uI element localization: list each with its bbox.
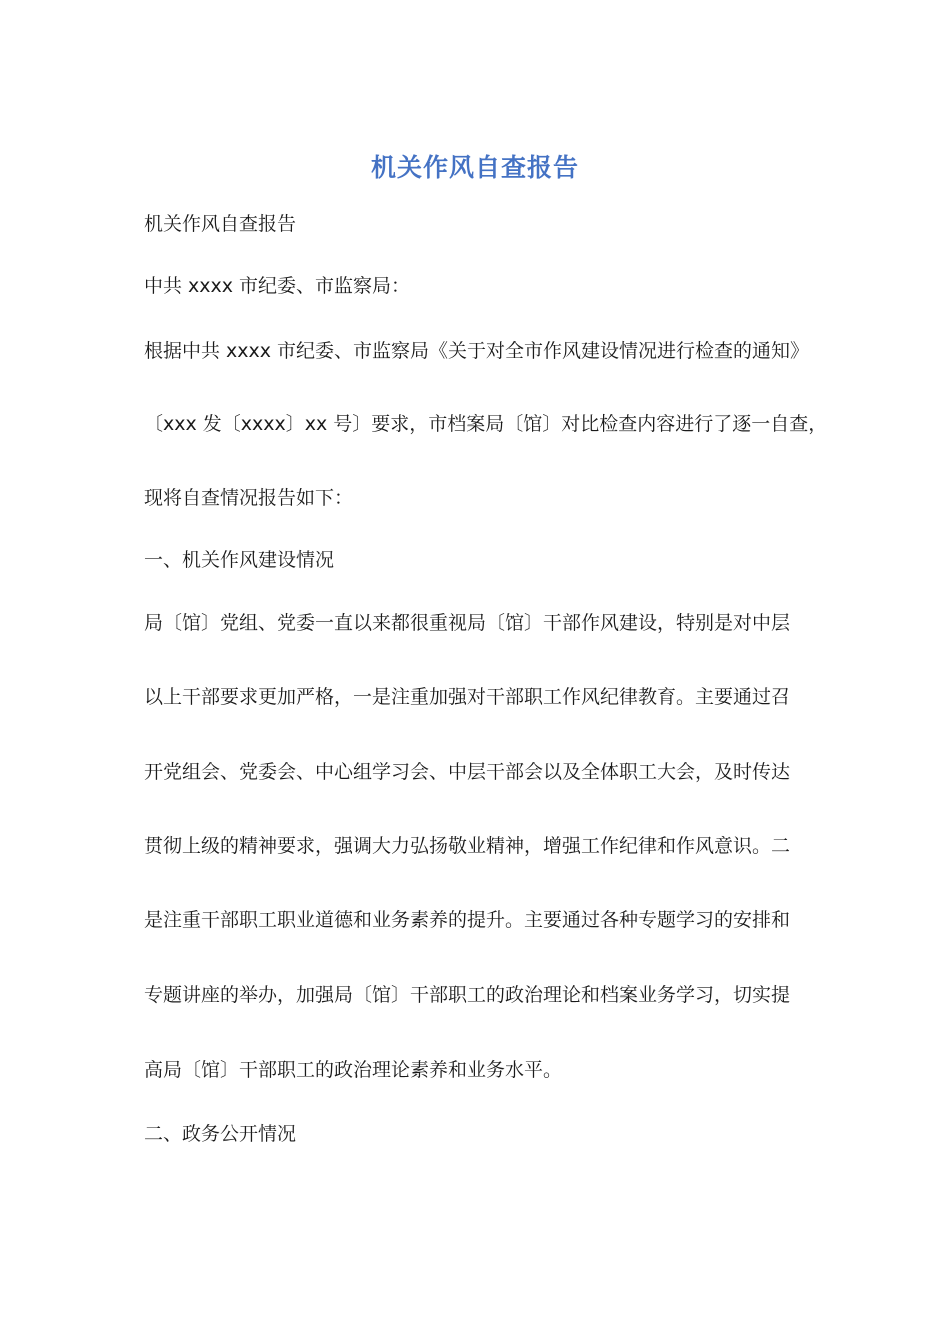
body-line: 是注重干部职工职业道德和业务素养的提升。主要通过各种专题学习的安排和: [144, 909, 791, 931]
body-line: 高局〔馆〕干部职工的政治理论素养和业务水平。: [144, 1059, 563, 1081]
body-line: 现将自查情况报告如下：: [144, 487, 354, 509]
section-heading: 一、机关作风建设情况: [144, 549, 335, 571]
body-line: 开党组会、党委会、中心组学习会、中层干部会以及全体职工大会，及时传达: [144, 761, 791, 783]
body-line: 专题讲座的举办，加强局〔馆〕干部职工的政治理论和档案业务学习，切实提: [144, 984, 791, 1006]
document-title: 机关作风自查报告: [370, 153, 579, 182]
section-heading: 二、政务公开情况: [144, 1123, 297, 1145]
body-line: 贯彻上级的精神要求，强调大力弘扬敬业精神，增强工作纪律和作风意识。二: [144, 835, 791, 857]
body-line: 根据中共 xxxx 市纪委、市监察局《关于对全市作风建设情况进行检查的通知》: [144, 340, 810, 362]
body-line: 〔xxx 发〔xxxx〕xx 号〕要求，市档案局〔馆〕对比检查内容进行了逐一自查，: [144, 413, 828, 435]
addressee-line: 中共 xxxx 市纪委、市监察局：: [144, 275, 411, 297]
subtitle-line: 机关作风自查报告: [144, 213, 297, 235]
body-line: 局〔馆〕党组、党委一直以来都很重视局〔馆〕干部作风建设，特别是对中层: [144, 612, 791, 634]
body-line: 以上干部要求更加严格，一是注重加强对干部职工作风纪律教育。主要通过召: [144, 686, 791, 708]
